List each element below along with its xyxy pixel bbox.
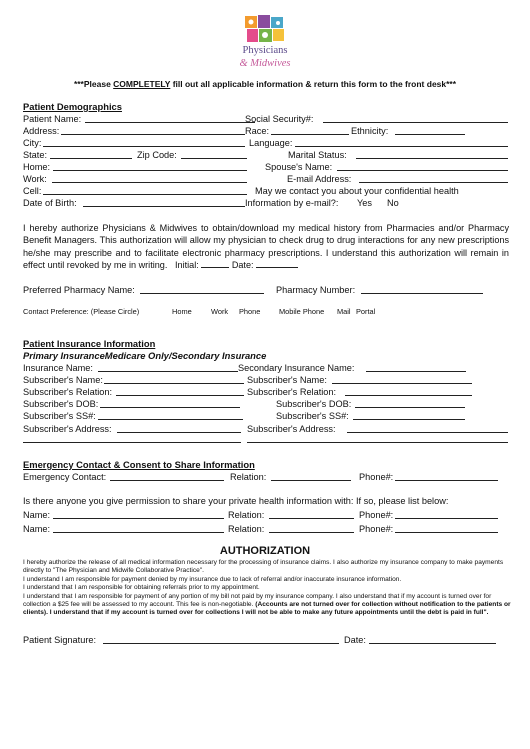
share-relation-field-1[interactable]	[269, 518, 354, 519]
contact-option-work[interactable]: Work	[211, 307, 229, 316]
spouse-field[interactable]	[337, 170, 508, 171]
row-subscriber-relation	[23, 386, 508, 398]
subscriber-address-line2[interactable]	[23, 442, 241, 443]
share-relation-label-1: Relation:	[228, 510, 265, 520]
email-yes-option[interactable]: Yes	[357, 198, 372, 208]
contact-question: May we contact you about your confidential health	[255, 186, 459, 196]
row-contact-preference	[23, 306, 508, 318]
auth-line-3: I understand that I am responsible for obtaining referrals prior to my appointment.	[23, 584, 260, 592]
practice-logo	[222, 14, 308, 76]
row-pharmacy	[23, 284, 508, 296]
row-share-1	[23, 509, 508, 521]
subscriber-relation-label: Subscriber's Relation:	[23, 387, 113, 397]
dob-field[interactable]	[83, 206, 245, 207]
city-label: City:	[23, 138, 42, 148]
row-cell	[23, 185, 508, 197]
insurance-name-field[interactable]	[98, 371, 238, 372]
cell-phone-field[interactable]	[43, 194, 247, 195]
form-notice	[0, 79, 530, 89]
spouse-label: Spouse's Name:	[265, 162, 333, 172]
sec-subscriber-ss-field[interactable]	[353, 419, 465, 420]
sec-subscriber-dob-field[interactable]	[355, 407, 465, 408]
ssn-label: Social Security#:	[245, 114, 314, 124]
emergency-contact-field[interactable]	[110, 480, 224, 481]
row-signature	[23, 634, 508, 646]
share-name-field-1[interactable]	[53, 518, 224, 519]
pharmacy-number-field[interactable]	[361, 293, 483, 294]
contact-option-mail[interactable]: Mail	[337, 307, 351, 316]
marital-label: Marital Status:	[288, 150, 347, 160]
zip-field[interactable]	[181, 158, 247, 159]
row-patient-name	[23, 113, 508, 125]
emergency-relation-label: Relation:	[230, 472, 267, 482]
language-label: Language:	[249, 138, 293, 148]
signature-label: Patient Signature:	[23, 635, 97, 645]
demographics-heading: Patient Demographics	[23, 101, 122, 112]
sec-subscriber-relation-field[interactable]	[345, 395, 472, 396]
state-label: State:	[23, 150, 48, 160]
state-field[interactable]	[50, 158, 132, 159]
zip-label: Zip Code:	[137, 150, 177, 160]
subscriber-dob-label: Subscriber's DOB:	[23, 399, 99, 409]
signature-date-label: Date:	[344, 635, 366, 645]
share-phone-label-2: Phone#:	[359, 524, 394, 534]
work-phone-field[interactable]	[52, 182, 247, 183]
pharmacy-name-label: Preferred Pharmacy Name:	[23, 285, 135, 295]
notice-emphasis: COMPLETELY	[113, 79, 171, 89]
emergency-phone-field[interactable]	[395, 480, 498, 481]
subscriber-name-label: Subscriber's Name:	[23, 375, 103, 385]
share-phone-field-2[interactable]	[395, 532, 498, 533]
emergency-relation-field[interactable]	[271, 480, 351, 481]
row-address-continued	[23, 433, 508, 445]
secondary-insurance-label: Secondary Insurance Name:	[238, 363, 355, 373]
subscriber-name-field[interactable]	[104, 383, 244, 384]
row-city	[23, 137, 508, 149]
auth-line-4	[23, 593, 511, 618]
sec-subscriber-name-label: Subscriber's Name:	[247, 375, 327, 385]
home-phone-field[interactable]	[53, 170, 247, 171]
share-name-field-2[interactable]	[53, 532, 224, 533]
sec-subscriber-ss-label: Subscriber's SS#:	[276, 411, 349, 421]
home-phone-label: Home:	[23, 162, 51, 172]
initial-field[interactable]	[201, 259, 229, 268]
ethnicity-label: Ethnicity:	[351, 126, 389, 136]
auth-line-1: I hereby authorize the release of all medical information necessary for the processing of insurance claims. I also authorize my insurance company to make payments directly to "The Physician and Midwife Collaborative Practice".	[23, 559, 504, 575]
pharmacy-authorization	[23, 222, 509, 272]
notice-prefix: ***Please	[73, 79, 114, 89]
contact-preference-label: Contact Preference: (Please Circle)	[23, 307, 140, 316]
auth-line-2: I understand I am responsible for payment denied by my insurance due to lack of referral and/or inaccurate insurance information.	[23, 575, 402, 583]
work-phone-label: Work:	[23, 174, 47, 184]
share-name-label-2: Name:	[23, 524, 51, 534]
share-question: Is there anyone you give permission to share your private health information with: If so, please list below:	[23, 496, 449, 506]
initial-label: Initial:	[174, 260, 199, 271]
row-address	[23, 125, 508, 137]
emergency-contact-label: Emergency Contact:	[23, 472, 107, 482]
row-dob	[23, 197, 508, 209]
subscriber-ss-label: Subscriber's SS#:	[23, 411, 96, 421]
sec-subscriber-address-label: Subscriber's Address:	[247, 424, 336, 434]
address-field[interactable]	[61, 134, 245, 135]
insurance-heading: Patient Insurance Information	[23, 338, 156, 349]
row-subscriber-name	[23, 374, 508, 386]
ethnicity-field[interactable]	[395, 134, 465, 135]
city-field[interactable]	[43, 146, 245, 147]
sec-subscriber-name-field[interactable]	[332, 383, 472, 384]
pharmacy-authorization-text: I hereby authorize Physicians & Midwives to obtain/download my medical history from Pharmacies and/or Pharmacy Benefit Managers. This authorization will allow my physician to check drug to drug interactions for any new prescriptions he/she may prescribe and to facilitate electronic pharmacy prescriptions. I understand this authorization will remain in effect until revoked by me in writing.	[23, 223, 509, 271]
row-share-2	[23, 523, 508, 535]
patient-name-label: Patient Name:	[23, 114, 82, 124]
auth-date-label: Date:	[231, 260, 254, 271]
info-email-label: Information by e-mail?:	[245, 198, 339, 208]
marital-field[interactable]	[356, 158, 508, 159]
authorization-text	[23, 559, 511, 618]
email-label: E-mail Address:	[287, 174, 352, 184]
row-state	[23, 149, 508, 161]
row-work	[23, 173, 508, 185]
auth-line-4-bold: (Accounts are not turned over for collection without notification to the patients or clients). I understand that if my account is turned over for collections I will not be able to make any future appointments until the debt is paid in full".	[23, 601, 511, 617]
pharmacy-number-label: Pharmacy Number:	[276, 285, 356, 295]
dob-label: Date of Birth:	[23, 198, 77, 208]
subscriber-relation-field[interactable]	[116, 395, 244, 396]
subscriber-dob-field[interactable]	[100, 407, 240, 408]
ssn-field[interactable]	[323, 122, 508, 123]
row-subscriber-dob	[23, 398, 508, 410]
row-subscriber-ss	[23, 410, 508, 422]
race-label: Race:	[245, 126, 270, 136]
share-relation-label-2: Relation:	[228, 524, 265, 534]
email-field[interactable]	[359, 182, 508, 183]
logo-line1: Physicians	[242, 45, 288, 56]
auth-line-4-text: I understand that I am responsible for payment of any portion of my bill not paid by my insurance company. I also understand that if my account is turned over for collection a $25 fee will be assessed to my account. This fee is non-negotiable.	[23, 592, 492, 609]
cell-phone-label: Cell:	[23, 186, 42, 196]
share-phone-field-1[interactable]	[395, 518, 498, 519]
emergency-phone-label: Phone#:	[359, 472, 394, 482]
race-field[interactable]	[271, 134, 349, 135]
row-home	[23, 161, 508, 173]
signature-field[interactable]	[103, 643, 339, 644]
subscriber-address-label: Subscriber's Address:	[23, 424, 112, 434]
emergency-heading: Emergency Contact & Consent to Share Information	[23, 459, 255, 470]
contact-option-mobile[interactable]: Mobile Phone	[279, 307, 325, 316]
row-emergency-contact	[23, 471, 508, 483]
row-share-question	[23, 495, 508, 507]
share-name-label-1: Name:	[23, 510, 51, 520]
share-relation-field-2[interactable]	[269, 532, 354, 533]
language-field[interactable]	[295, 146, 508, 147]
sec-subscriber-dob-label: Subscriber's DOB:	[276, 399, 352, 409]
signature-date-field[interactable]	[369, 643, 496, 644]
pharmacy-name-field[interactable]	[140, 293, 264, 294]
contact-option-portal[interactable]: Portal	[356, 307, 376, 316]
address-label: Address:	[23, 126, 60, 136]
notice-suffix: fill out all applicable information & return this form to the front desk***	[170, 79, 457, 89]
sec-subscriber-relation-label: Subscriber's Relation:	[247, 387, 337, 397]
contact-option-home[interactable]: Home	[172, 307, 192, 316]
email-no-option[interactable]: No	[387, 198, 399, 208]
logo-line2: & Midwives	[239, 58, 291, 69]
share-phone-label-1: Phone#:	[359, 510, 394, 520]
authorization-heading: AUTHORIZATION	[219, 545, 311, 557]
insurance-name-label: Insurance Name:	[23, 363, 93, 373]
contact-option-phone[interactable]: Phone	[239, 307, 261, 316]
insurance-subheading: Primary InsuranceMedicare Only/Secondary Insurance	[23, 350, 267, 361]
sec-subscriber-address-line2[interactable]	[247, 442, 508, 443]
subscriber-ss-field[interactable]	[98, 419, 243, 420]
auth-date-field[interactable]	[256, 259, 298, 268]
secondary-insurance-field[interactable]	[366, 371, 466, 372]
row-insurance-name	[23, 362, 508, 374]
patient-name-field[interactable]	[85, 122, 255, 123]
